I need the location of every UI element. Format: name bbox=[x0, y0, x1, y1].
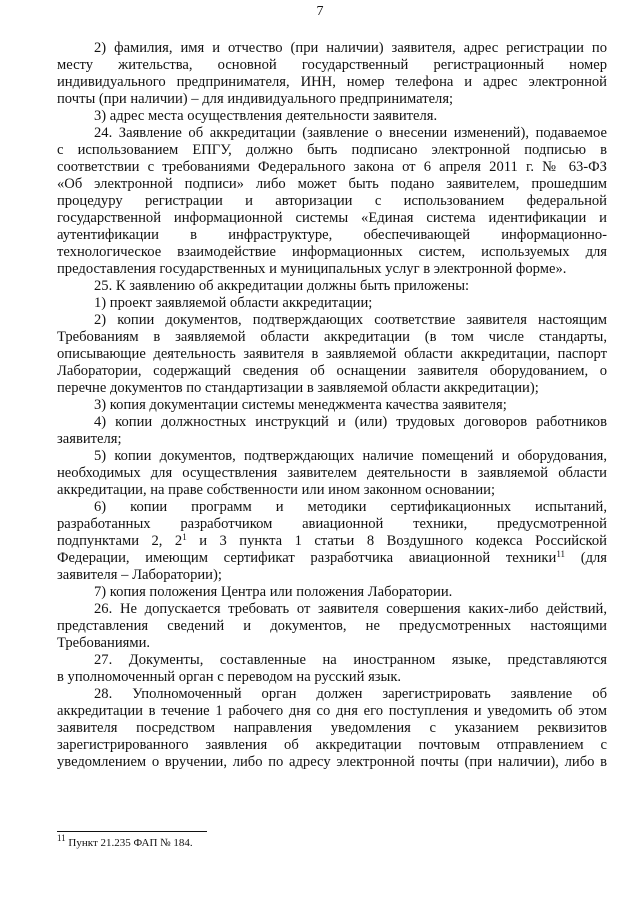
text-line bbox=[57, 720, 607, 737]
text-line bbox=[57, 703, 607, 720]
line-text: предоставления государственных и муниципальных услуг в электронной форме». bbox=[57, 261, 567, 277]
text-line bbox=[57, 652, 607, 669]
footnote bbox=[57, 833, 193, 849]
text-line bbox=[57, 346, 607, 363]
text-line bbox=[57, 193, 607, 210]
text-line bbox=[57, 108, 607, 125]
text-line bbox=[57, 686, 607, 703]
line-text: 1) проект заявляемой области аккредитации; bbox=[94, 295, 373, 311]
line-text: необходимых для осуществления заявителем деятельности в заявляемой области bbox=[57, 465, 607, 481]
text-line bbox=[57, 499, 607, 516]
text-line bbox=[57, 295, 607, 312]
line-text: индивидуального предпринимателя, ИНН, номер телефона и адрес электронной bbox=[57, 74, 607, 90]
line-text: Лаборатории, содержащий сведения об оснащении заявителя оборудованием, о bbox=[57, 363, 607, 379]
line-text-continued: (для bbox=[565, 550, 607, 566]
superscript: 1 bbox=[182, 532, 187, 542]
line-text: месту жительства, основной государственный регистрационный номер bbox=[57, 57, 607, 73]
line-text-continued: и 3 пункта 1 статьи 8 Воздушного кодекса Российской bbox=[186, 533, 607, 549]
document-body bbox=[57, 40, 607, 771]
line-text: заявителя – Лаборатории); bbox=[57, 567, 222, 583]
line-text: 7) копия положения Центра или положения Лаборатории. bbox=[94, 584, 453, 600]
text-line bbox=[57, 278, 607, 295]
text-line bbox=[57, 91, 607, 108]
line-text: 28. Уполномоченный орган должен зарегистрировать заявление об bbox=[94, 686, 607, 702]
line-text: 4) копии должностных инструкций и (или) трудовых договоров работников bbox=[94, 414, 607, 430]
line-text: перечне документов по стандартизации в заявляемой области аккредитации); bbox=[57, 380, 539, 396]
text-line bbox=[57, 414, 607, 431]
page-number: 7 bbox=[316, 4, 324, 19]
text-line bbox=[57, 669, 607, 686]
text-line bbox=[57, 737, 607, 754]
line-text: Федерации, имеющим сертификат разработчика авиационной техники bbox=[57, 550, 557, 566]
line-text: 2) копии документов, подтверждающих соответствие заявителя настоящим bbox=[94, 312, 607, 328]
line-text: представления сведений и документов, не предусмотренных настоящими bbox=[57, 618, 607, 634]
text-line bbox=[57, 57, 607, 74]
text-line bbox=[57, 431, 607, 448]
text-line bbox=[57, 380, 607, 397]
text-line bbox=[57, 448, 607, 465]
text-line bbox=[57, 312, 607, 329]
text-line bbox=[57, 176, 607, 193]
line-text: аутентификации в инфраструктуре, обеспечивающей информационно- bbox=[57, 227, 607, 243]
line-text: заявителя посредством направления уведомления с указанием реквизитов bbox=[57, 720, 607, 736]
line-text: 24. Заявление об аккредитации (заявление о внесении изменений), подаваемое bbox=[94, 125, 607, 141]
text-line bbox=[57, 584, 607, 601]
line-text: подпунктами 2, 2 bbox=[57, 533, 183, 549]
line-text: аккредитации в течение 1 рабочего дня со дня его поступления и уведомить об этом bbox=[57, 703, 607, 719]
line-text: уведомлением о вручении, либо по адресу электронной почты (при наличии), либо в bbox=[57, 754, 607, 770]
line-text: аккредитации, на праве собственности или ином законном основании; bbox=[57, 482, 496, 498]
line-text: почты (при наличии) – для индивидуального предпринимателя; bbox=[57, 91, 454, 107]
text-line bbox=[57, 754, 607, 771]
text-line bbox=[57, 465, 607, 482]
line-text: Требованиям в заявляемой области аккредитации (в том числе стандарты, bbox=[57, 329, 607, 345]
text-line bbox=[57, 244, 607, 261]
line-text: 3) копия документации системы менеджмента качества заявителя; bbox=[94, 397, 507, 413]
text-line bbox=[57, 567, 607, 584]
line-text: описывающие деятельность заявителя в заявляемой области аккредитации, паспорт bbox=[57, 346, 607, 362]
text-line bbox=[57, 74, 607, 91]
line-text: заявителя; bbox=[57, 431, 122, 447]
text-line bbox=[57, 550, 607, 567]
line-text: с использованием ЕПГУ, должно быть подписано электронной подписью в bbox=[57, 142, 607, 158]
text-line bbox=[57, 516, 607, 533]
footnote-marker: 11 bbox=[57, 833, 66, 843]
superscript: 11 bbox=[556, 549, 565, 559]
line-text: 5) копии документов, подтверждающих наличие помещений и оборудования, bbox=[94, 448, 607, 464]
line-text: 26. Не допускается требовать от заявителя совершения каких-либо действий, bbox=[94, 601, 607, 617]
text-line bbox=[57, 363, 607, 380]
text-line bbox=[57, 125, 607, 142]
line-text: процедуру регистрации и авторизации с использованием федеральной bbox=[57, 193, 607, 209]
text-line bbox=[57, 601, 607, 618]
text-line bbox=[57, 482, 607, 499]
text-line bbox=[57, 210, 607, 227]
line-text: государственной информационной системы «Единая система идентификации и bbox=[57, 210, 607, 226]
text-line bbox=[57, 397, 607, 414]
footnote-divider bbox=[57, 831, 207, 832]
line-text: 2) фамилия, имя и отчество (при наличии) заявителя, адрес регистрации по bbox=[94, 40, 607, 56]
line-text: в уполномоченный орган с переводом на русский язык. bbox=[57, 669, 402, 685]
text-line bbox=[57, 227, 607, 244]
text-line bbox=[57, 533, 607, 550]
line-text: 25. К заявлению об аккредитации должны быть приложены: bbox=[94, 278, 470, 294]
line-text: 6) копии программ и методики сертификационных испытаний, bbox=[94, 499, 607, 515]
footnote-text: Пункт 21.235 ФАП № 184. bbox=[65, 837, 193, 849]
line-text: разработанных разработчиком авиационной техники, предусмотренной bbox=[57, 516, 607, 532]
line-text: «Об электронной подписи» либо может быть подано заявителем, прошедшим bbox=[57, 176, 607, 192]
line-text: Требованиями. bbox=[57, 635, 151, 651]
line-text: 3) адрес места осуществления деятельности заявителя. bbox=[94, 108, 438, 124]
text-line bbox=[57, 261, 607, 278]
text-line bbox=[57, 142, 607, 159]
text-line bbox=[57, 329, 607, 346]
line-text: зарегистрированного заявления об аккредитации почтовым отправлением с bbox=[57, 737, 607, 753]
text-line bbox=[57, 40, 607, 57]
text-line bbox=[57, 159, 607, 176]
line-text: 27. Документы, составленные на иностранном языке, представляются bbox=[94, 652, 607, 668]
line-text: технологическое взаимодействие информационных систем, используемых для bbox=[57, 244, 607, 260]
text-line bbox=[57, 618, 607, 635]
text-line bbox=[57, 635, 607, 652]
line-text: соответствии с требованиями Федерального закона от 6 апреля 2011 г. № 63-ФЗ bbox=[57, 159, 607, 175]
